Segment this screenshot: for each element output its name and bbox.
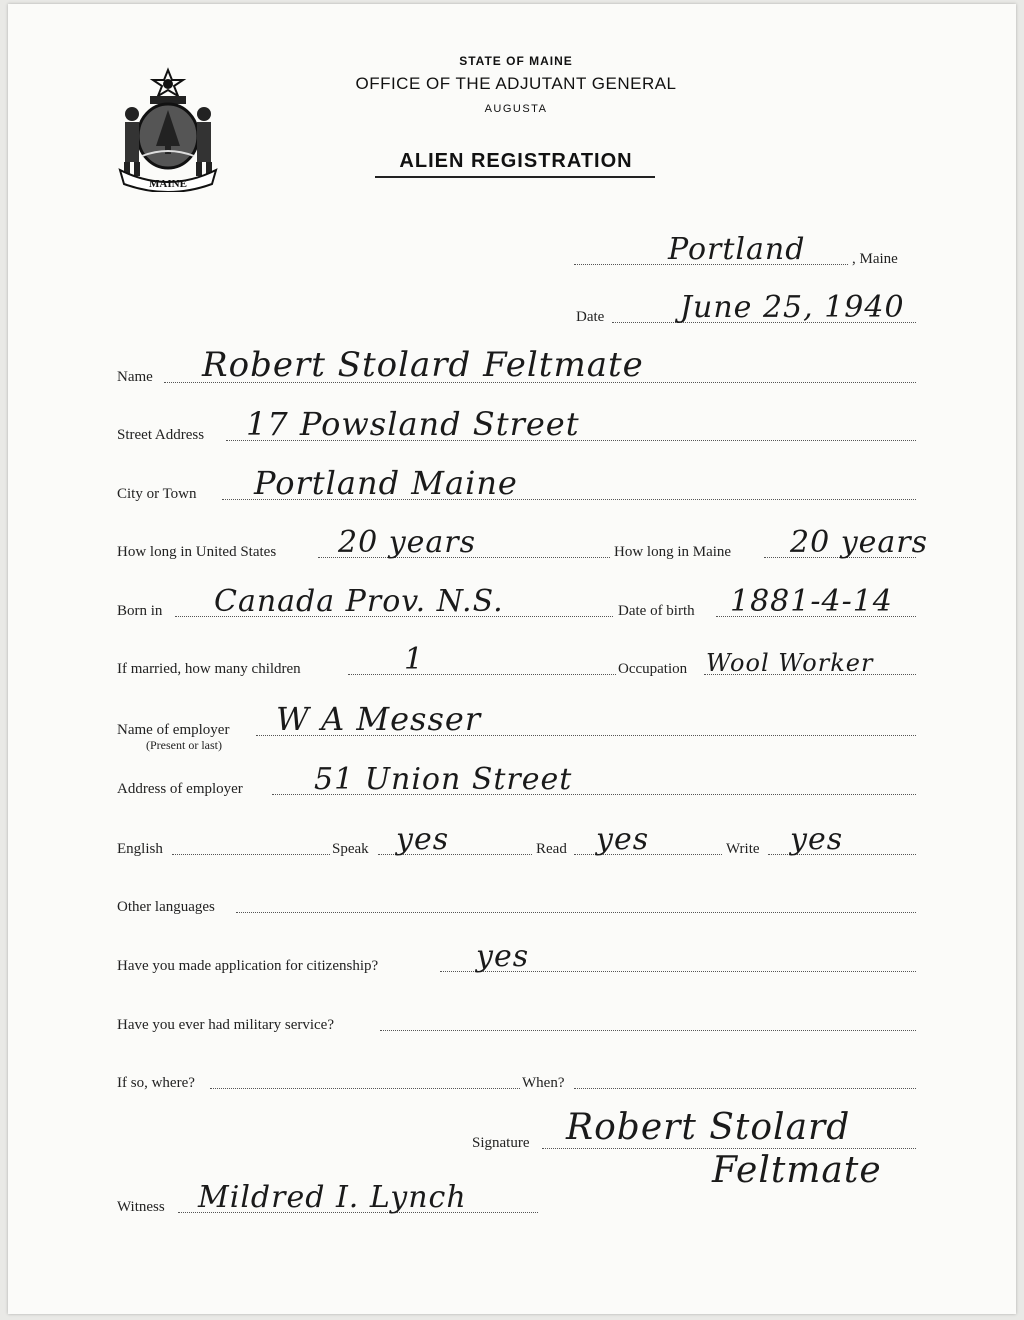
military-row [0,998,1024,1034]
birth-row [0,584,1024,620]
date-value: June 25, 1940 [680,290,905,325]
citizenship-value: yes [476,939,530,974]
place-value: Portland [668,232,806,267]
city-row [0,464,1024,503]
write-label: Write [726,841,760,857]
citizenship-row [0,939,1024,975]
children-value: 1 [404,642,425,677]
street-value: 17 Powsland Street [246,405,580,443]
where-label: If so, where? [117,1075,195,1091]
title-underline [375,176,655,178]
maine-duration-value: 20 years [790,525,929,560]
when-label: When? [522,1075,565,1091]
form-title: ALIEN REGISTRATION [399,150,633,172]
citizenship-label: Have you made application for citizenship? [117,958,379,974]
street-row [0,405,1024,444]
header-city: AUGUSTA [484,103,548,115]
city-label: City or Town [117,486,197,502]
us-duration-value: 20 years [338,525,477,560]
date-row [0,290,1024,326]
employer-row [0,700,1024,739]
date-label: Date [576,309,605,325]
place-row [0,232,1024,268]
name-label: Name [117,369,153,385]
witness-label: Witness [117,1199,165,1215]
us-duration-label: How long in United States [117,544,277,560]
children-label: If married, how many children [117,661,301,677]
witness-row [0,1180,1024,1216]
seal-text: MAINE [149,178,187,190]
read-label: Read [536,841,567,857]
employer-address-value: 51 Union Street [314,762,573,797]
military-label: Have you ever had military service? [117,1017,334,1033]
employer-sublabel: (Present or last) [146,738,222,752]
occupation-label: Occupation [618,661,688,677]
speak-value: yes [396,822,450,857]
employer-label: Name of employer [117,722,230,738]
read-value: yes [596,822,650,857]
header-office: OFFICE OF THE ADJUTANT GENERAL [355,74,677,93]
english-row [0,822,1024,858]
residence-row [0,525,1024,561]
other-languages-label: Other languages [117,899,215,915]
city-value: Portland Maine [254,464,518,502]
english-label: English [117,841,163,857]
other-languages-row [0,880,1024,916]
occupation-value: Wool Worker [706,649,874,677]
employer-address-label: Address of employer [117,781,243,797]
speak-label: Speak [332,841,369,857]
header-state: STATE OF MAINE [459,54,573,68]
signature-row [0,1107,1024,1152]
signature-label: Signature [472,1135,530,1151]
dob-value: 1881-4-14 [730,584,893,619]
signature-line2: Feltmate [712,1150,882,1191]
name-row [0,345,1024,386]
name-value: Robert Stolard Feltmate [202,345,644,385]
service-row [0,1056,1024,1092]
maine-duration-label: How long in Maine [614,544,732,560]
signature-line1: Robert Stolard [566,1107,851,1148]
employer-address-row [0,762,1024,798]
employer-value: W A Messer [276,700,482,738]
family-row [0,642,1024,678]
place-suffix: , Maine [852,251,898,267]
street-label: Street Address [117,427,205,443]
born-value: Canada Prov. N.S. [214,584,504,619]
born-label: Born in [117,603,163,619]
write-value: yes [790,822,844,857]
dob-label: Date of birth [618,603,695,619]
witness-value: Mildred I. Lynch [198,1180,467,1215]
